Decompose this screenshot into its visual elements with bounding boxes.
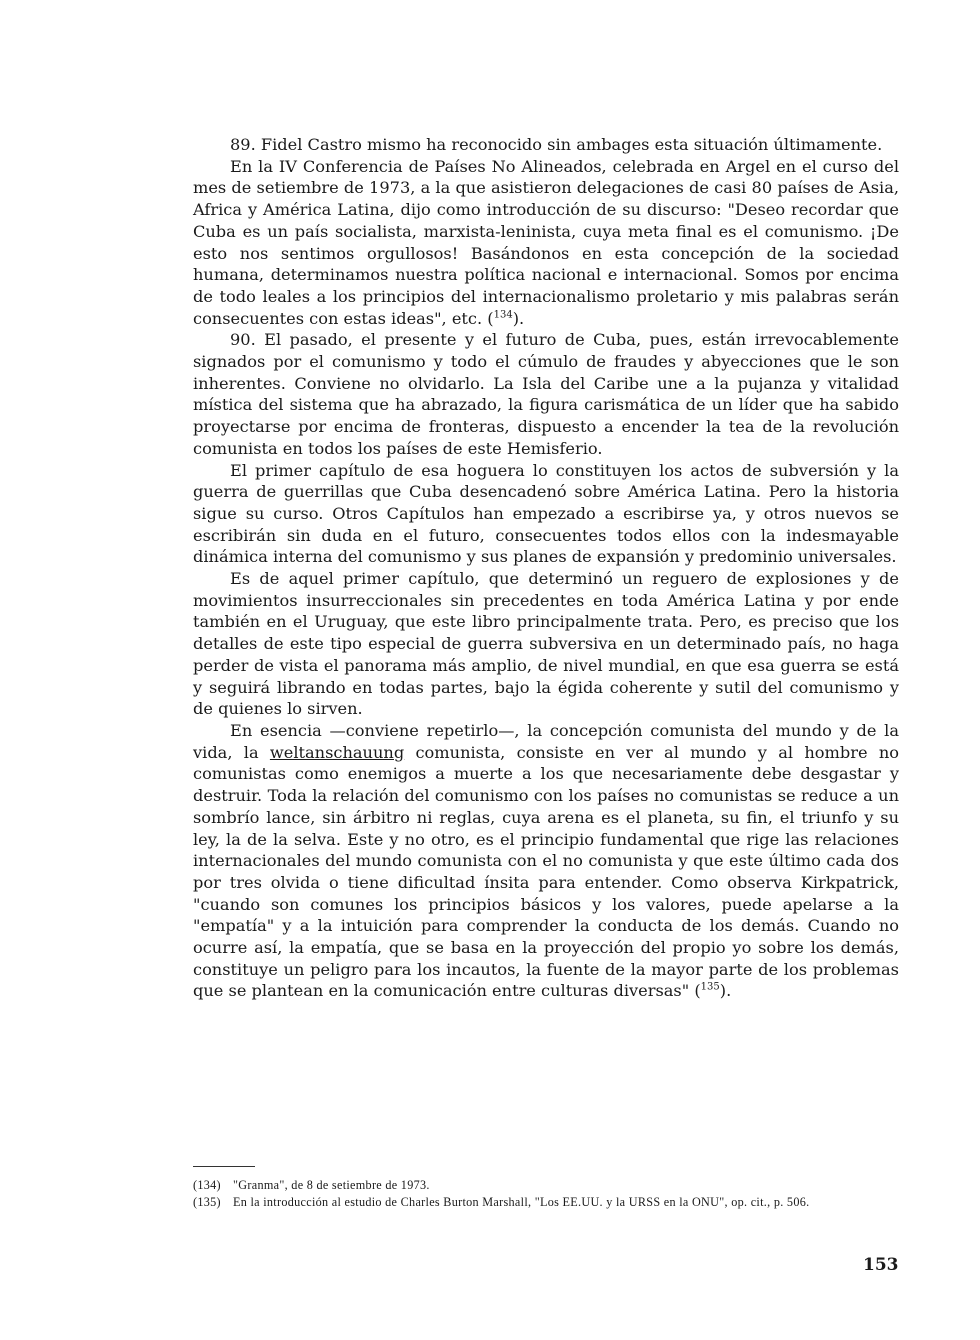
paragraph-text: Es de aquel primer capítulo, que determinó un reguero de explosiones y de movimientos insurreccionales sin precedentes en toda América Latina y por ende también en el Uruguay, que este libro principalmente trata. Pero, es preciso que los detalles de este tipo especial de guerra subversiva en un determinado país, no haga perder de vista el panorama más amplio, de nivel mundial, en que esa guerra se está y seguirá librando en todas partes, bajo la égida coherente y sutil del comunismo y de quienes lo sirven.	[193, 569, 899, 719]
paragraph	[193, 156, 899, 330]
paragraph-text: En esencia —conviene repetirlo—, la concepción comunista del mundo y de la vida, la	[193, 720, 899, 762]
footnote-number: (135)	[193, 1195, 221, 1209]
footnote-ref[interactable]: 135	[700, 982, 720, 994]
paragraph-text: ).	[512, 308, 525, 328]
paragraph-text: comunista, consiste en ver al mundo y al hombre no comunistas como enemigos a muerte a los que necesariamente debe desgastar y destruir. Toda la relación del comunismo con los países no comunistas se reduce a un sombrío lance, sin árbitro ni reglas, cuya arena es el planeta, su fin, el triunfo y su ley, la de la selva. Este y no otro, es el principio fundamental que rige las relaciones internacionales del mundo comunista con el no comunista y que este último cada dos por tres olvida o tiene dificultad ínsita para entender. Como observa Kirkpatrick, "cuando son comunes los principios básicos y los valores, puede apelarse a la "empatía" y a la intuición para comprender la conducta de los demás. Cuando no ocurre así, la empatía, que se basa en la proyección del propio yo sobre los demás, constituye un peligro para los incautos, la fuente de la mayor parte de los problemas que se plantean en la comunicación entre culturas diversas" (	[193, 742, 899, 1001]
underlined-term: weltanschauung	[269, 742, 405, 762]
paragraph-text: 90. El pasado, el presente y el futuro de Cuba, pues, están irrevocablemente signados por el comunismo y todo el cúmulo de fraudes y abyecciones que le son inherentes. Conviene no olvidarlo. La Isla del Caribe une a la pujanza y vitalidad mística del sistema que ha abrazado, la figura carismática de un líder que ha sabido proyectarse por encima de fronteras, dispuesto a encender la tea de la revolución comunista en todos los países de este Hemisferio.	[193, 330, 899, 458]
paragraph-text: 89. Fidel Castro mismo ha reconocido sin ambages esta situación últimamente.	[230, 135, 883, 154]
footnote-ref[interactable]: 134	[493, 309, 513, 321]
paragraph-90	[193, 329, 899, 459]
footnote-divider	[193, 1166, 255, 1167]
paragraph-text: El primer capítulo de esa hoguera lo constituyen los actos de subversión y la guerra de guerrillas que Cuba desencadenó sobre América Latina. Pero la historia sigue su curso. Otros Capítulos han empezado a escribirse ya, y otros nuevos se escribirán sin duda en el futuro, consecuentes todos ellos con la indesmayable dinámica interna del comunismo y sus planes de expansión y predominio universales.	[193, 460, 899, 567]
footnote-number: (134)	[193, 1178, 221, 1192]
paragraph-89	[193, 134, 899, 156]
footnote	[193, 1177, 899, 1194]
footnotes	[193, 1177, 899, 1211]
paragraph	[193, 568, 899, 720]
paragraph	[193, 720, 899, 1002]
paragraph-text: En la IV Conferencia de Países No Alineados, celebrada en Argel en el curso del mes de setiembre de 1973, a la que asistieron delegaciones de casi 80 países de Asia, Africa y América Latina, dijo como introducción de su discurso: "Deseo recordar que Cuba es un país socialista, marxista-leninista, cuya meta final es el comunismo. ¡De esto nos sentimos orgullosos! Basándonos en esta concepción de la sociedad humana, determinamos nuestra política nacional e internacional. Somos por encima de todo leales a los principios del internacionalismo proletario y mis palabras serán consecuentes con estas ideas", etc. (	[193, 156, 899, 328]
paragraph	[193, 460, 899, 569]
footnote-text: En la introducción al estudio de Charles Burton Marshall, "Los EE.UU. y la URSS en la ONU", op. cit., p. 506.	[233, 1195, 810, 1209]
body-text	[193, 134, 899, 1002]
footnote-text: "Granma", de 8 de setiembre de 1973.	[233, 1178, 430, 1192]
paragraph-text: ).	[719, 981, 732, 1001]
page-number: 153	[863, 1255, 899, 1275]
footnote	[193, 1194, 899, 1211]
